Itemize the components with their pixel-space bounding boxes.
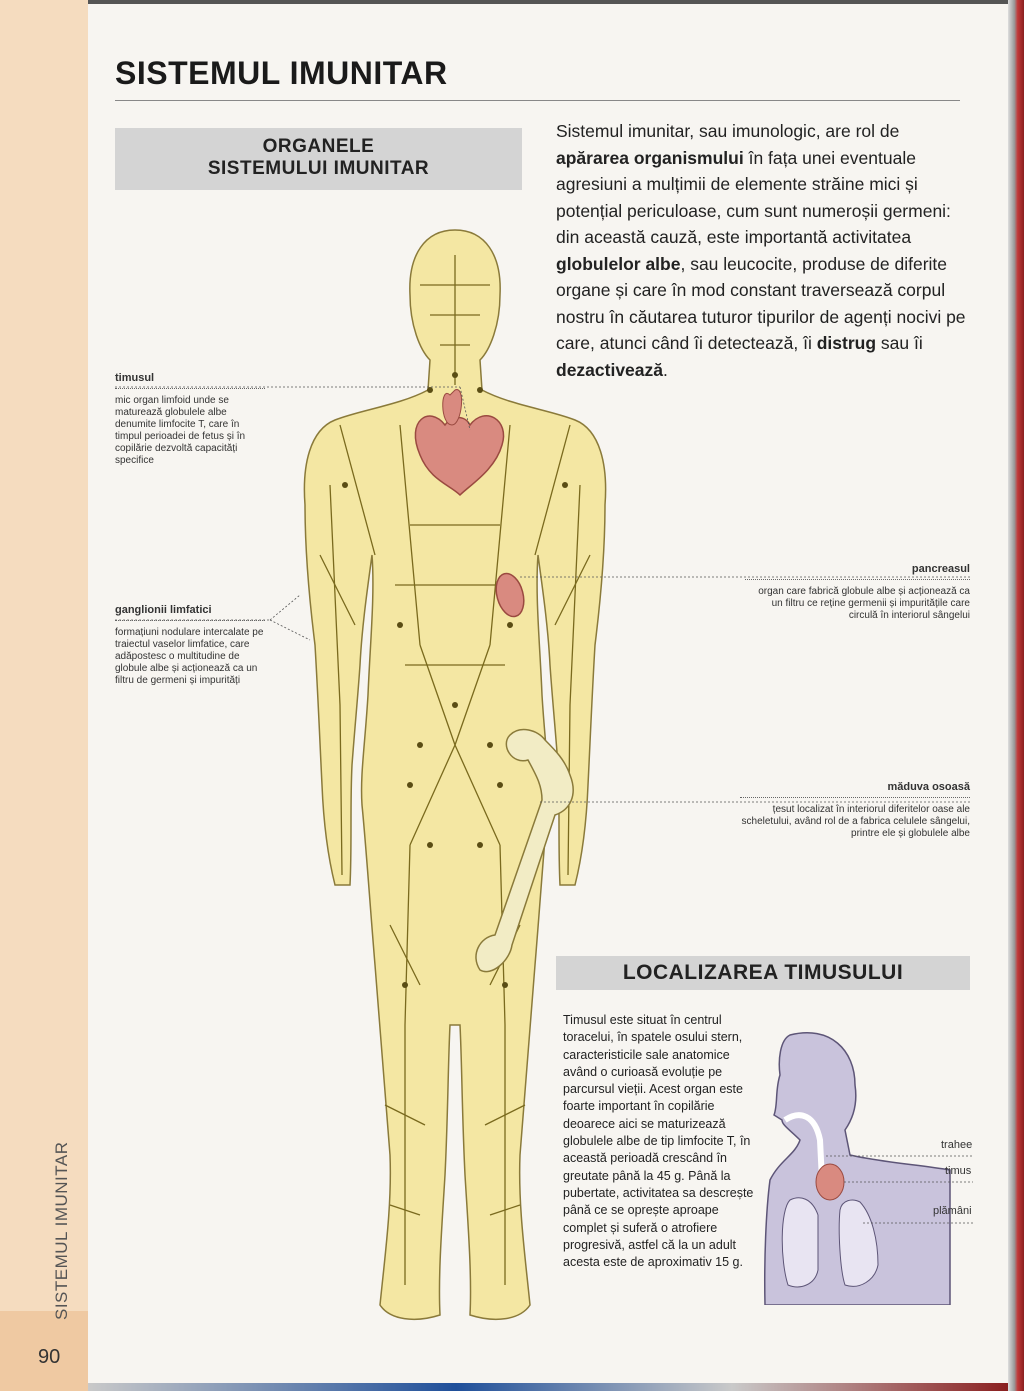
label-pancreasul: pancreasul organ care fabrică globule albe și acționează ca un filtru ce reține germenii și impuritățile care circulă în interiorul sângelui: [745, 563, 970, 622]
lung-left: [782, 1198, 818, 1287]
label-timusul: timusul mic organ limfoid unde se maturează globulele albe denumite limfocite T, care în timpul perioadei de fetus și în copilărie dezvoltă capacități specifice: [115, 372, 265, 467]
label-ganglioni: ganglionii limfatici formațiuni nodulare intercalate pe traiectul vaselor limfatice, care adăpostesc o multitudine de globule albe și acționează ca un filtru de germeni și impurități: [115, 604, 264, 686]
intro-paragraph: Sistemul imunitar, sau imunologic, are rol de apărarea organismului în fața unei eventuale agresiuni a mulțimii de elemente străine mici și potențial periculoase, cum sunt numeroșii germeni: din această cauză, este importantă activitatea globulelor albe, sau leucocite, produse de diferite organe și care în mod constant traversează corpul nostru în căutarea tuturor tipurilor de agenți nocivi pe care, atunci când îi detectează, îi distrug sau îi dezactivează.: [556, 121, 966, 380]
book-edge: [1008, 0, 1024, 1391]
localization-text: Timusul este situat în centrul toracelui, în spatele osului stern, caracteristicile sale anatomice având o curioasă evoluție pe parcursul vieții. Acest organ este foarte important în copilărie deoarece aici se maturizează globulele albe de tip limfocite T, în această perioadă crescând în greutate până la 45 g. Până la pubertate, activitatea sa descrește până ce se oprește aproape complet și suferă o atrofiere progresivă, astfel că la un adult acesta este de aproximativ 15 g.: [563, 1013, 754, 1270]
localization-header: LOCALIZAREA TIMUSULUI: [556, 956, 970, 990]
page-title: SISTEMUL IMUNITAR: [115, 55, 448, 91]
title-rule: [115, 100, 960, 101]
top-rule: [88, 0, 1008, 4]
child-thymus-illustration: [760, 1030, 975, 1305]
label-plamani: plămâni: [933, 1205, 972, 1217]
label-trahee: trahee: [941, 1139, 973, 1151]
organs-section-header: ORGANELE SISTEMULUI IMUNITAR: [115, 128, 522, 190]
child-thymus: [816, 1164, 844, 1200]
page-number: 90: [38, 1346, 61, 1368]
side-section-label: SISTEMUL IMUNITAR: [52, 1141, 71, 1320]
bottom-strip: [88, 1383, 1008, 1391]
label-timus: timus: [945, 1165, 972, 1177]
label-maduva: măduva osoasă țesut localizat în interiorul diferitelor oase ale scheletului, având rol de a fabrica celulele sângelui, printre ele și globulele albe: [741, 781, 970, 839]
